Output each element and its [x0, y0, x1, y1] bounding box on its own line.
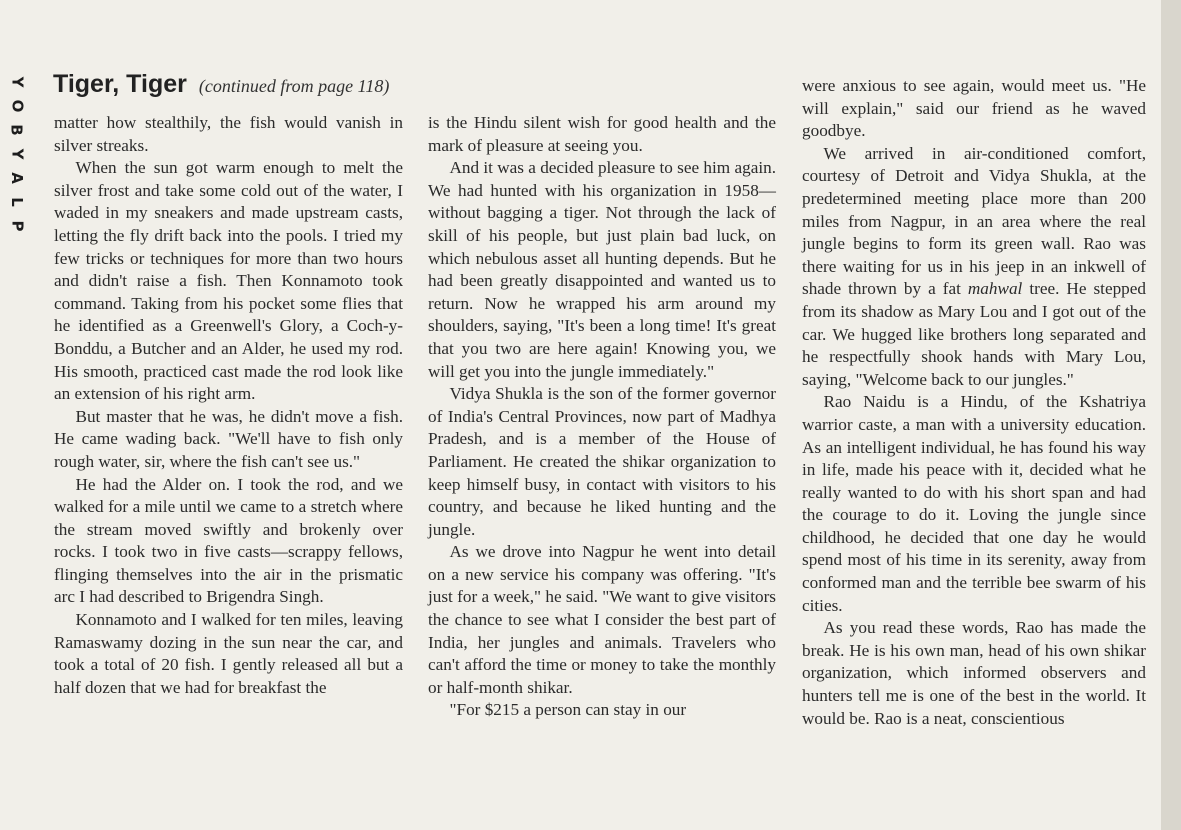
paragraph: But master that he was, he didn't move a fish. He came wading back. "We'll have to fish only rough water, sir, where the fish can't see us." — [54, 406, 403, 471]
text-column-2 — [428, 112, 776, 722]
masthead-letter: B — [8, 124, 26, 136]
paragraph-text: tree. He stepped from its shadow as Mary Lou and I got out of the car. We hugged like brothers long separated and he respectfully shook hands with Mary Lou, saying, "Welcome back to our jungles." — [802, 279, 1146, 389]
paragraph: As we drove into Nagpur he went into detail on a new service his company was offering. "It's just for a week," he said. "We want to give visitors the chance to see what I consider the best part of India, her jungles and animals. Travelers who can't afford the time or money to take the monthly or half-month shikar. — [428, 542, 776, 697]
continued-note: (continued from page 118) — [198, 76, 390, 96]
paragraph: matter how stealthily, the fish would vanish in silver streaks. — [54, 113, 403, 155]
paragraph: When the sun got warm enough to melt the silver frost and take some cold out of the water, I waded in my sneakers and made upstream casts, letting the fly drift back into the pools. I tried my few tricks or techniques for more than two hours and didn't raise a fish. Then Konnamoto took command. Taking from his pocket some flies that he identified as a Greenwell's Glory, a Coch-y-Bonddu, a Butcher and an Alder, he used my rod. His smooth, practiced cast made the rod look like an extension of his right arm. — [54, 158, 403, 404]
paragraph: were anxious to see again, would meet us. "He will explain," said our friend as he waved goodbye. — [802, 76, 1146, 141]
paragraph: As you read these words, Rao has made the break. He is his own man, head of his own shikar organization, which informed observers and hunters tell me is one of the best in the world. It would be. Rao is a neat, conscientious — [802, 618, 1146, 728]
masthead-letter: Y — [8, 148, 26, 160]
article-title: Tiger, Tiger — [53, 70, 187, 98]
text-column-3 — [802, 75, 1146, 730]
paragraph: He had the Alder on. I took the rod, and we walked for a mile until we came to a stretch where the stream moved swiftly and brokenly over rocks. I took two in five casts—scrappy fellows, flinging themselves into the air in the prismatic arc I had described to Brigendra Singh. — [54, 474, 403, 607]
paragraph-text: We arrived in air-conditioned comfort, courtesy of Detroit and Vidya Shukla, at the predetermined meeting place more than 200 miles from Nagpur, in an area where the real jungle begins to form its green wall. Rao was there waiting for us in his jeep in an inkwell of shade thrown by a fat — [802, 143, 1146, 299]
paragraph: "For $215 a person can stay in our — [449, 700, 687, 720]
italic-term: mahwal — [967, 279, 1023, 299]
paragraph: Konnamoto and I walked for ten miles, leaving Ramaswamy dozing in the sun near the car, and took a total of 20 fish. I gently released all but a half dozen that we had for breakfast the — [54, 610, 403, 697]
masthead-letter: A — [7, 172, 26, 184]
article-header — [53, 70, 389, 99]
masthead-letter: L — [8, 197, 26, 207]
text-column-1 — [54, 112, 403, 699]
page-gutter-edge — [1161, 0, 1181, 830]
paragraph: is the Hindu silent wish for good health and the mark of pleasure at seeing you. — [428, 113, 776, 155]
masthead-letter: Y — [8, 76, 26, 88]
masthead-letter: P — [8, 220, 26, 232]
paragraph: Rao Naidu is a Hindu, of the Kshatriya warrior caste, a man with a university education. As an intelligent individual, he has found his way in life, made his peace with it, decided what he really wanted to do with his short span and had the courage to do it. Loving the jungle since childhood, he decided that one day he would spend most of his time in its serenity, away from conformed man and the terrible bee swarm of his cities. — [802, 392, 1146, 615]
magazine-masthead-vertical — [6, 70, 28, 238]
paragraph — [802, 143, 1146, 392]
masthead-letter: O — [7, 99, 26, 113]
paragraph: Vidya Shukla is the son of the former governor of India's Central Provinces, now part of Madhya Pradesh, and is a member of the House of Parliament. He created the shikar organization to keep himself busy, in contact with visitors to his country, and because he liked hunting and the jungle. — [428, 384, 776, 539]
paragraph: And it was a decided pleasure to see him again. We had hunted with his organization in 1958—without bagging a tiger. Not through the lack of skill of his people, but just plain bad luck, on which nebulous asset all hunting depends. But he had been greatly disappointed and wanted us to return. Now he wrapped his arm around my shoulders, saying, "It's been a long time! It's great that you two are here again! Knowing you, we will get you into the jungle immediately." — [428, 158, 776, 381]
